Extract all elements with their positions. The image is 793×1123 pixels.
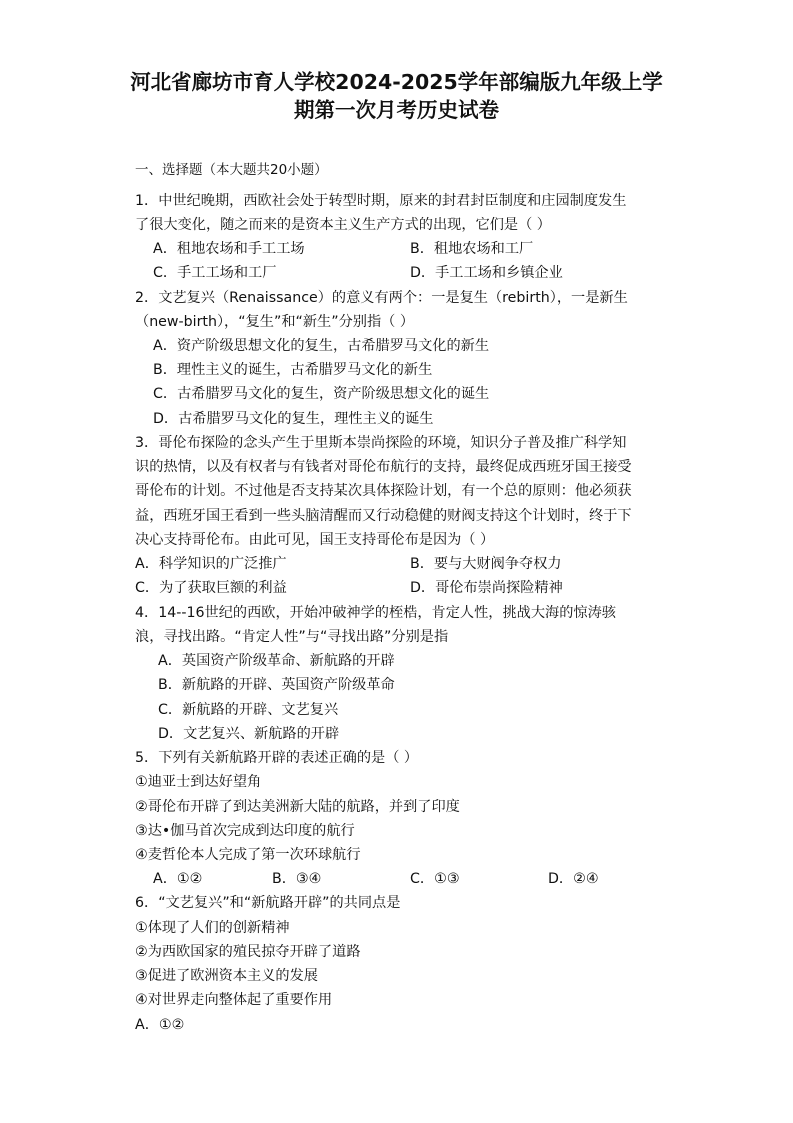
option-a: A．①②	[135, 1017, 185, 1033]
option-b: B．要与大财阀争夺权力	[410, 556, 562, 572]
exam-title-line-2: 期第一次月考历史试卷	[294, 98, 499, 122]
option-b: B．新航路的开辟、英国资产阶级革命	[158, 677, 395, 693]
statement-line: ④对世界走向整体起了重要作用	[135, 992, 333, 1008]
statement-line: ①体现了人们的创新精神	[135, 920, 290, 936]
question-stem-line: 2．文艺复兴（Renaissance）的意义有两个：一是复生（rebirth），一是新生	[135, 290, 628, 306]
question-stem-line: 识的热情，以及有权者与有钱者对哥伦布航行的支持，最终促成西班牙国王接受	[135, 459, 632, 475]
option-c: C．为了获取巨额的利益	[135, 580, 287, 596]
statement-line: ③促进了欧洲资本主义的发展	[135, 968, 318, 984]
section-heading: 一、选择题（本大题共20小题）	[135, 162, 328, 178]
option-b: B．理性主义的诞生，古希腊罗马文化的新生	[153, 362, 433, 378]
option-c: C．手工工场和工厂	[153, 265, 277, 281]
option-d: D．古希腊罗马文化的复生，理性主义的诞生	[153, 411, 434, 427]
option-d: D．哥伦布崇尚探险精神	[410, 580, 563, 596]
question-stem-line: （new-birth），“复生”和“新生”分别指（ ）	[135, 314, 415, 330]
statement-line: ②哥伦布开辟了到达美洲新大陆的航路，并到了印度	[135, 799, 460, 815]
option-c: C．新航路的开辟、文艺复兴	[158, 702, 339, 718]
question-stem-line: 1．中世纪晚期，西欧社会处于转型时期，原来的封君封臣制度和庄园制度发生	[135, 193, 627, 209]
question-stem-line: 5．下列有关新航路开辟的表述正确的是（ ）	[135, 750, 419, 766]
question-stem-line: 6．“文艺复兴”和“新航路开辟”的共同点是	[135, 895, 401, 911]
question-stem-line: 3．哥伦布探险的念头产生于里斯本崇尚探险的环境，知识分子普及推广科学知	[135, 435, 627, 451]
option-a: A．资产阶级思想文化的复生，古希腊罗马文化的新生	[153, 338, 490, 354]
question-stem-line: 决心支持哥伦布。由此可见，国王支持哥伦布是因为（ ）	[135, 532, 495, 548]
option-c: C．古希腊罗马文化的复生，资产阶级思想文化的诞生	[153, 386, 490, 402]
option-a: A．英国资产阶级革命、新航路的开辟	[158, 653, 395, 669]
exam-title-line-1: 河北省廊坊市育人学校2024-2025学年部编版九年级上学	[130, 70, 663, 94]
option-b: B．租地农场和工厂	[410, 241, 534, 257]
question-stem-line: 益，西班牙国王看到一些头脑清醒而又行动稳健的财阀支持这个计划时，终于下	[135, 508, 632, 524]
question-stem-line: 4．14--16世纪的西欧，开始冲破神学的桎梏，肯定人性，挑战大海的惊涛骇	[135, 605, 616, 621]
statement-line: ①迪亚士到达好望角	[135, 774, 262, 790]
statement-line: ④麦哲伦本人完成了第一次环球航行	[135, 847, 361, 863]
option-c: C．①③	[410, 871, 460, 887]
option-a: A．①②	[153, 871, 203, 887]
option-a: A．租地农场和手工工场	[153, 241, 305, 257]
option-d: D．手工工场和乡镇企业	[410, 265, 563, 281]
question-stem-line: 了很大变化，随之而来的是资本主义生产方式的出现，它们是（ ）	[135, 217, 551, 233]
option-a: A．科学知识的广泛推广	[135, 556, 287, 572]
option-b: B．③④	[272, 871, 322, 887]
question-stem-line: 哥伦布的计划。不过他是否支持某次具体探险计划，有一个总的原则：他必须获	[135, 483, 632, 499]
question-stem-line: 浪，寻找出路。“肯定人性”与“寻找出路”分别是指	[135, 629, 449, 645]
statement-line: ③达•伽马首次完成到达印度的航行	[135, 823, 355, 839]
option-d: D．②④	[548, 871, 599, 887]
statement-line: ②为西欧国家的殖民掠夺开辟了道路	[135, 944, 361, 960]
option-d: D．文艺复兴、新航路的开辟	[158, 726, 340, 742]
